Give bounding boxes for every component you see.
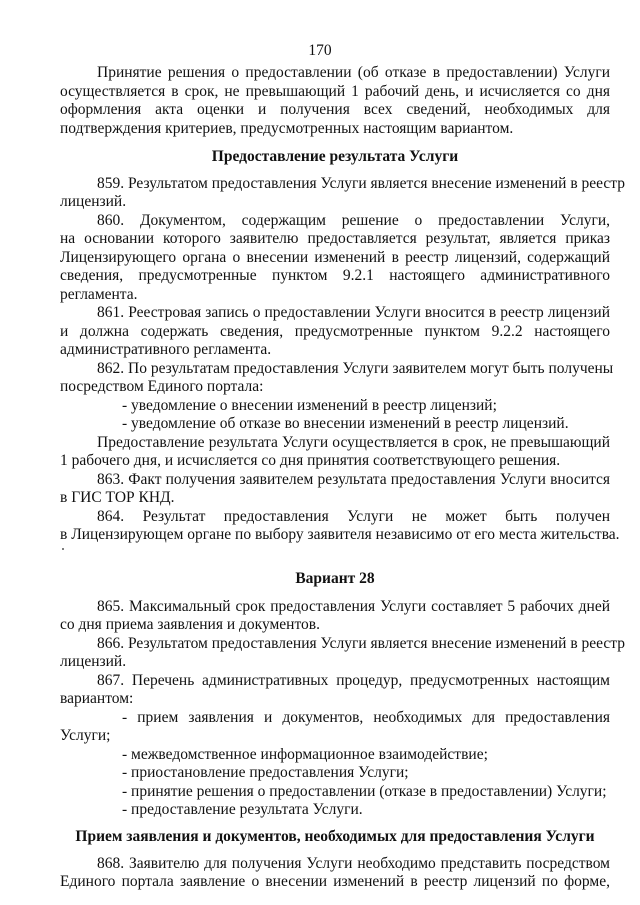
p868-line-2: Единого портала заявление о внесении изменений в реестр лицензий по форме, [60,873,610,890]
p860-line-2: на основании которого заявителю предоставляется результат, является приказ [60,230,610,247]
list-item: - принятие решения о предоставлении (отказе в предоставлении) Услуги; [122,783,607,800]
term-line-2: 1 рабочего дня, и исчисляется со дня принятия соответствующего решения. [60,452,561,469]
p864-line-2: в Лицензирующем органе по выбору заявителя независимо от его места жительства. [60,526,620,543]
p863-line-2: в ГИС ТОР КНД. [60,489,175,506]
list-item: - уведомление о внесении изменений в реестр лицензий; [122,397,497,414]
intro-line-2: осуществляется в срок, не превышающий 1 рабочий день, и исчисляется со дня [60,83,610,100]
section-heading-reception: Прием заявления и документов, необходимых для предоставления Услуги [75,828,595,845]
p859-line-2: лицензий. [60,193,127,210]
p867-line-2: вариантом: [60,690,134,707]
list-item: - уведомление об отказе во внесении изменений в реестр лицензий. [122,415,569,432]
p868-line-1: 868. Заявителю для получения Услуги необходимо представить посредством [97,855,610,872]
p860-line-5: регламента. [60,286,138,303]
list-item: - приостановление предоставления Услуги; [122,764,409,781]
p863-line-1: 863. Факт получения заявителем результата предоставления Услуги вносится [97,471,610,488]
p865-line-2: со дня приема заявления и документов. [60,616,320,633]
p865-line-1: 865. Максимальный срок предоставления Услуги составляет 5 рабочих дней [97,598,610,615]
p860-line-3: Лицензирующего органа о внесении изменений в реестр лицензий, содержащий [60,249,610,266]
p861-line-2: и должна содержать сведения, предусмотренные пунктом 9.2.2 настоящего [60,323,610,340]
p867-line-1: 867. Перечень административных процедур, предусмотренных настоящим [97,672,610,689]
p866-line-2: лицензий. [60,653,127,670]
scan-speck [62,548,64,550]
p859-line-1: 859. Результатом предоставления Услуги является внесение изменений в реестр [97,175,626,192]
p861-line-3: административного регламента. [60,341,272,358]
list-item-continuation: Услуги; [60,727,111,744]
list-item: - межведомственное информационное взаимодействие; [122,746,488,763]
term-line-1: Предоставление результата Услуги осуществляется в срок, не превышающий [97,434,610,451]
list-item: - предоставление результата Услуги. [122,801,363,818]
p860-line-1: 860. Документом, содержащим решение о предоставлении Услуги, [97,212,610,229]
intro-line-1: Принятие решения о предоставлении (об отказе в предоставлении) Услуги [97,64,610,81]
p861-line-1: 861. Реестровая запись о предоставлении Услуги вносится в реестр лицензий [97,304,610,321]
p866-line-1: 866. Результатом предоставления Услуги является внесение изменений в реестр [97,635,626,652]
p862-line-2: посредством Единого портала: [60,378,264,395]
intro-line-4: подтверждения критериев, предусмотренных настоящим вариантом. [60,120,514,137]
section-heading-result: Предоставление результата Услуги [211,148,459,165]
page-number: 170 [308,42,332,59]
p860-line-4: сведения, предусмотренные пунктом 9.2.1 настоящего административного [60,267,610,284]
intro-line-3: оформления акта оценки и получения всех сведений, необходимых для [60,101,610,118]
list-item: - прием заявления и документов, необходимых для предоставления [122,709,610,726]
p862-line-1: 862. По результатам предоставления Услуги заявителем могут быть получены [97,360,614,377]
p864-line-1: 864. Результат предоставления Услуги не может быть получен [97,508,610,525]
variant-heading: Вариант 28 [295,570,375,587]
